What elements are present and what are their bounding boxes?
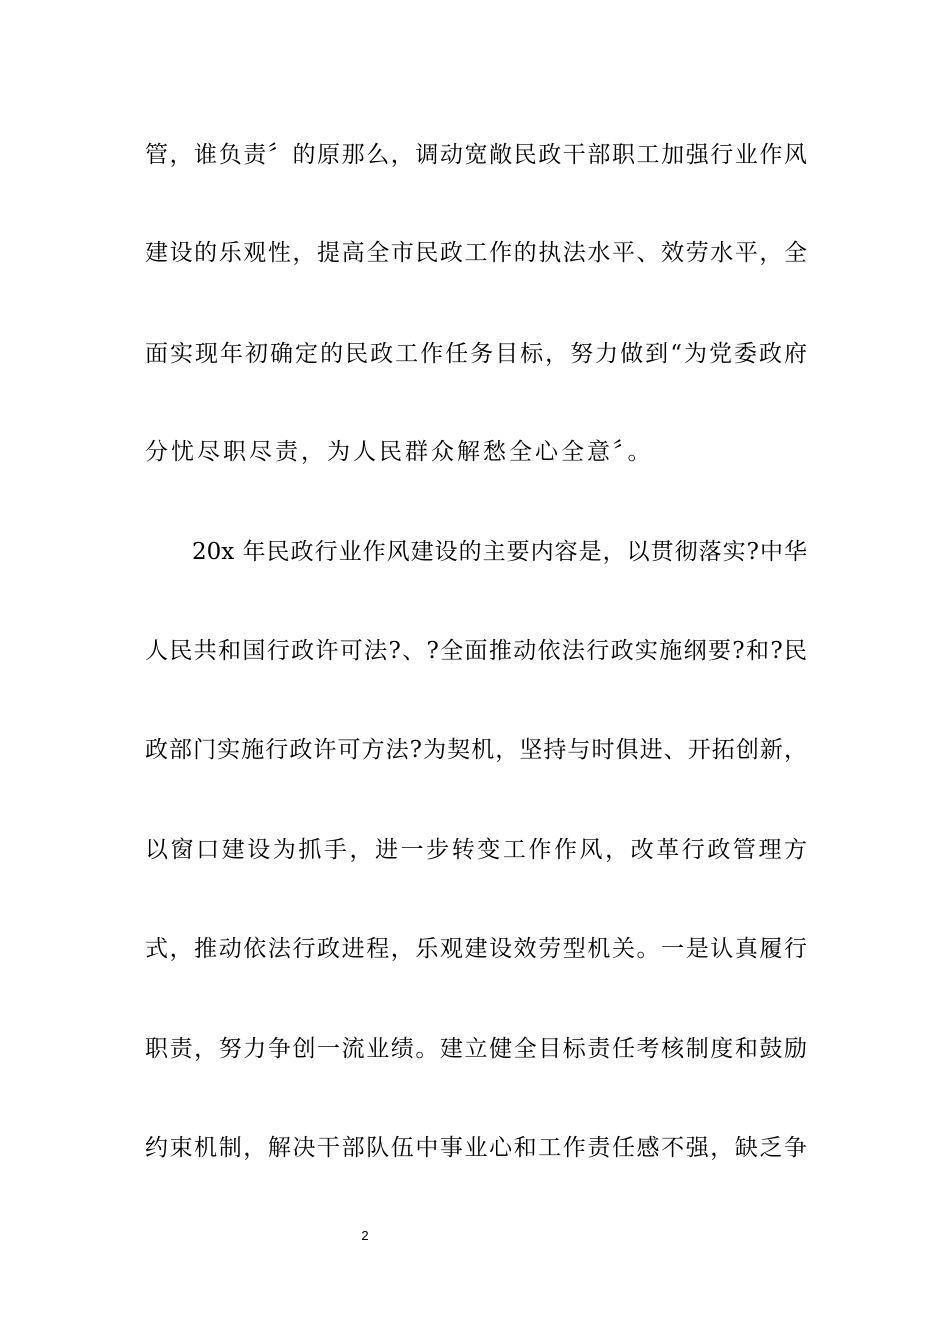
page-number: 2 <box>361 1228 369 1243</box>
text-line: 职责，努力争创一流业绩。建立健全目标责任考核制度和鼓励 <box>145 1036 807 1062</box>
text-line: 以窗口建设为抓手，进一步转变工作作风，改革行政管理方 <box>145 837 807 863</box>
paragraph-first-line: 20x 年民政行业作风建设的主要内容是，以贯彻落实?中华 <box>192 539 807 565</box>
text-line: 式，推动依法行政进程，乐观建设效劳型机关。一是认真履行 <box>145 936 807 962</box>
text-line: 分忧尽职尽责，为人民群众解愁全心全意〞。 <box>145 439 654 465</box>
text-line: 管，谁负责〞的原那么，调动宽敞民政干部职工加强行业作风 <box>145 142 807 168</box>
text-line: 建设的乐观性，提高全市民政工作的执法水平、效劳水平，全 <box>145 240 807 266</box>
text-line: 约束机制，解决干部队伍中事业心和工作责任感不强，缺乏争 <box>145 1135 807 1161</box>
text-line: 政部门实施行政许可方法?为契机，坚持与时俱进、开拓创新， <box>145 737 807 763</box>
text-line: 面实现年初确定的民政工作任务目标，努力做到“为党委政府 <box>145 341 807 367</box>
text-line: 人民共和国行政许可法?、?全面推动依法行政实施纲要?和?民 <box>145 638 807 664</box>
